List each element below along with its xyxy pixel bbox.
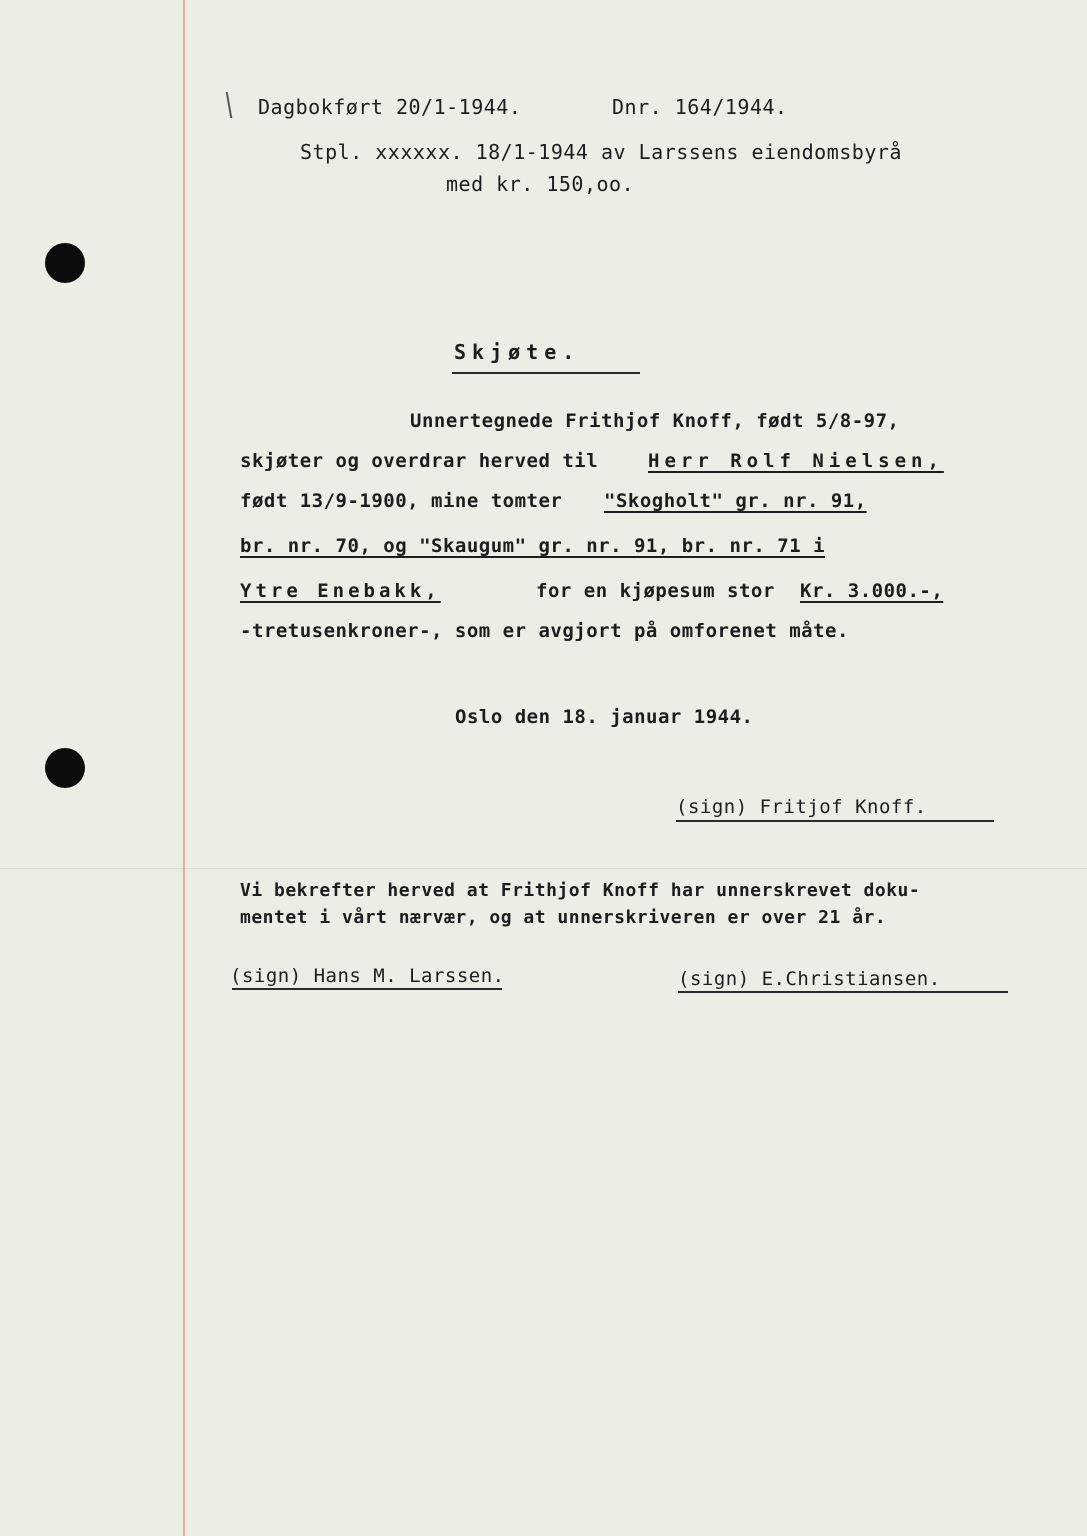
page-fold [0,868,1087,869]
buyer-name: Herr Rolf Nielsen, [648,450,944,472]
witness-line-2: mentet i vårt nærvær, og at unnerskriveren er over 21 år. [240,907,887,928]
witness-right-signature: (sign) E.Christiansen. [678,968,941,990]
journal-entry: Dagbokført 20/1-1944. [258,95,522,119]
document-number: Dnr. 164/1944. [612,95,788,119]
title-underline [452,372,640,374]
witness-line-1: Vi bekrefter herved at Frithjof Knoff har unnerskrevet doku- [240,880,921,901]
body-line-5b: for en kjøpesum stor [536,580,775,602]
punch-hole-top [45,243,85,283]
main-signature: (sign) Fritjof Knoff. [676,796,927,818]
red-margin-line [183,0,185,1536]
body-line-3a: født 13/9-1900, mine tomter [240,490,563,512]
stamp-line: Stpl. xxxxxx. 18/1-1944 av Larssens eiendomsbyrå [300,140,902,164]
check-mark [226,92,243,118]
purchase-price: Kr. 3.000.-, [800,580,944,602]
amount-line: med kr. 150,oo. [446,172,635,196]
location: Ytre Enebakk, [240,580,441,602]
punch-hole-bottom [45,748,85,788]
witness-left-line [232,988,502,990]
witness-right-line [678,991,1008,993]
main-signature-line [676,820,994,822]
document-title: Skjøte. [454,340,581,364]
body-line-4: br. nr. 70, og "Skaugum" gr. nr. 91, br. nr. 71 i [240,535,826,557]
place-date: Oslo den 18. januar 1944. [455,706,754,728]
property-skogholt: "Skogholt" gr. nr. 91, [604,490,867,512]
body-line-2a: skjøter og overdrar herved til [240,450,599,472]
body-line-6: -tretusenkroner-, som er avgjort på omforenet måte. [240,620,849,642]
body-line-1: Unnertegnede Frithjof Knoff, født 5/8-97, [410,410,900,432]
witness-left-signature: (sign) Hans M. Larssen. [230,965,505,987]
